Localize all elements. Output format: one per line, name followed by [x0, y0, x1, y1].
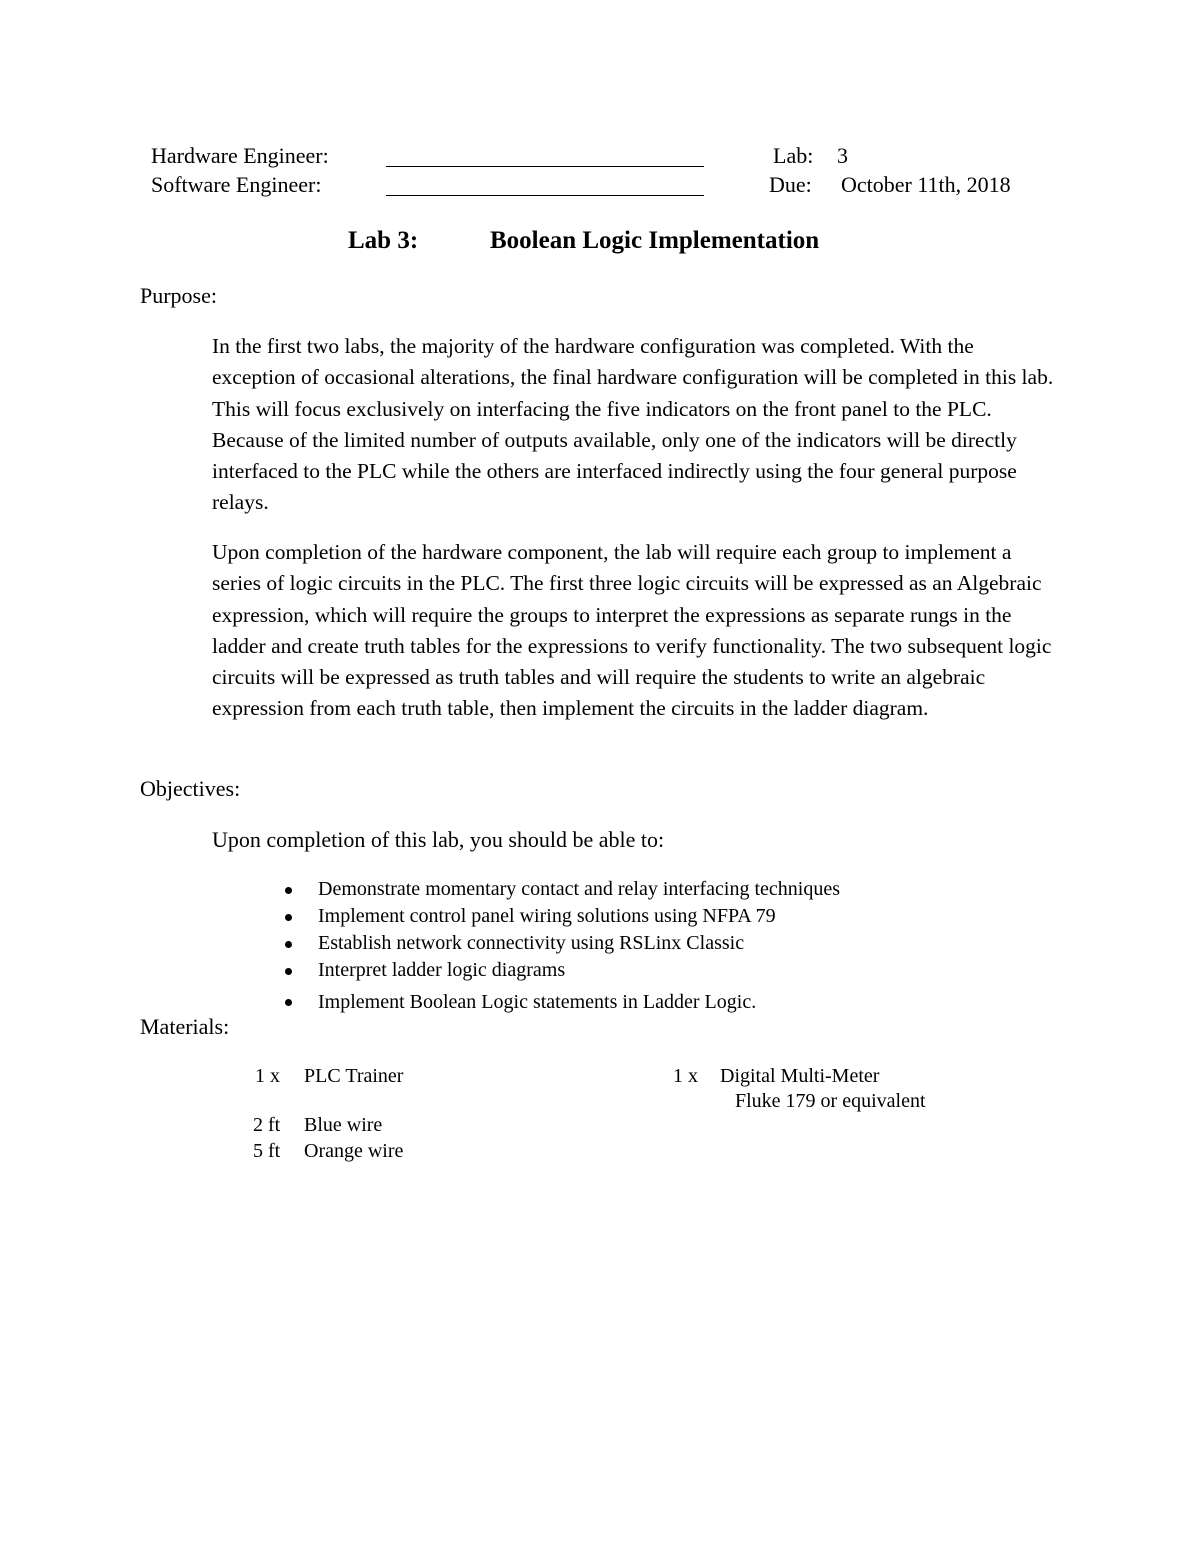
objectives-intro: Upon completion of this lab, you should be able to:: [212, 827, 665, 852]
software-engineer-label: Software Engineer:: [151, 172, 322, 197]
material-qty: 2 ft: [253, 1114, 281, 1136]
bullet-icon: [285, 999, 292, 1006]
material-note: Fluke 179 or equivalent: [735, 1090, 926, 1112]
materials-heading: Materials:: [140, 1014, 230, 1039]
purpose-heading: Purpose:: [140, 283, 217, 308]
document-title: Boolean Logic Implementation: [490, 227, 820, 254]
objective-item: Demonstrate momentary contact and relay interfacing techniques: [282, 876, 840, 903]
material-name: Digital Multi-Meter: [720, 1065, 880, 1087]
objectives-heading: Objectives:: [140, 776, 241, 801]
material-qty: 1 x: [255, 1065, 280, 1087]
bullet-icon: [285, 968, 292, 975]
bullet-icon: [285, 887, 292, 894]
objective-item: Establish network connectivity using RSLinx Classic: [282, 930, 840, 957]
lab-label: Lab:: [773, 143, 814, 168]
software-engineer-blank: [386, 195, 704, 196]
hardware-engineer-label: Hardware Engineer:: [151, 143, 329, 168]
objective-item: Implement Boolean Logic statements in Ladder Logic.: [282, 984, 840, 1014]
objective-item: Implement control panel wiring solutions using NFPA 79: [282, 903, 840, 930]
purpose-paragraph-2: Upon completion of the hardware component, the lab will require each group to implement a series of logic circuits in the PLC. The first three logic circuits will be expressed as an Algebraic expression, which will require the groups to interpret the expressions as separate rungs in the ladder and create truth tables for the expressions to verify functionality. The two subsequent logic circuits will be expressed as truth tables and will require the students to write an algebraic expression from each truth table, then implement the circuits in the ladder diagram.: [212, 540, 1052, 721]
due-label: Due:: [769, 172, 812, 197]
hardware-engineer-blank: [386, 166, 704, 167]
material-qty: 1 x: [673, 1065, 698, 1087]
objective-item: Interpret ladder logic diagrams: [282, 957, 840, 984]
lab-number: 3: [837, 143, 848, 168]
objectives-list: [282, 876, 840, 1014]
purpose-paragraph-1: In the first two labs, the majority of the hardware configuration was completed. With the exception of occasional alterations, the final hardware configuration will be completed in this lab. This will focus exclusively on interfacing the five indicators on the front panel to the PLC. Because of the limited number of outputs available, only one of the indicators will be directly interfaced to the PLC while the others are interfaced indirectly using the four general purpose relays.: [212, 334, 1054, 515]
bullet-icon: [285, 914, 292, 921]
material-name: Blue wire: [304, 1114, 383, 1136]
bullet-icon: [285, 941, 292, 948]
due-date: October 11th, 2018: [841, 172, 1011, 197]
material-name: Orange wire: [304, 1140, 404, 1162]
material-name: PLC Trainer: [304, 1065, 404, 1087]
title-prefix: Lab 3:: [348, 227, 419, 254]
material-qty: 5 ft: [253, 1140, 281, 1162]
